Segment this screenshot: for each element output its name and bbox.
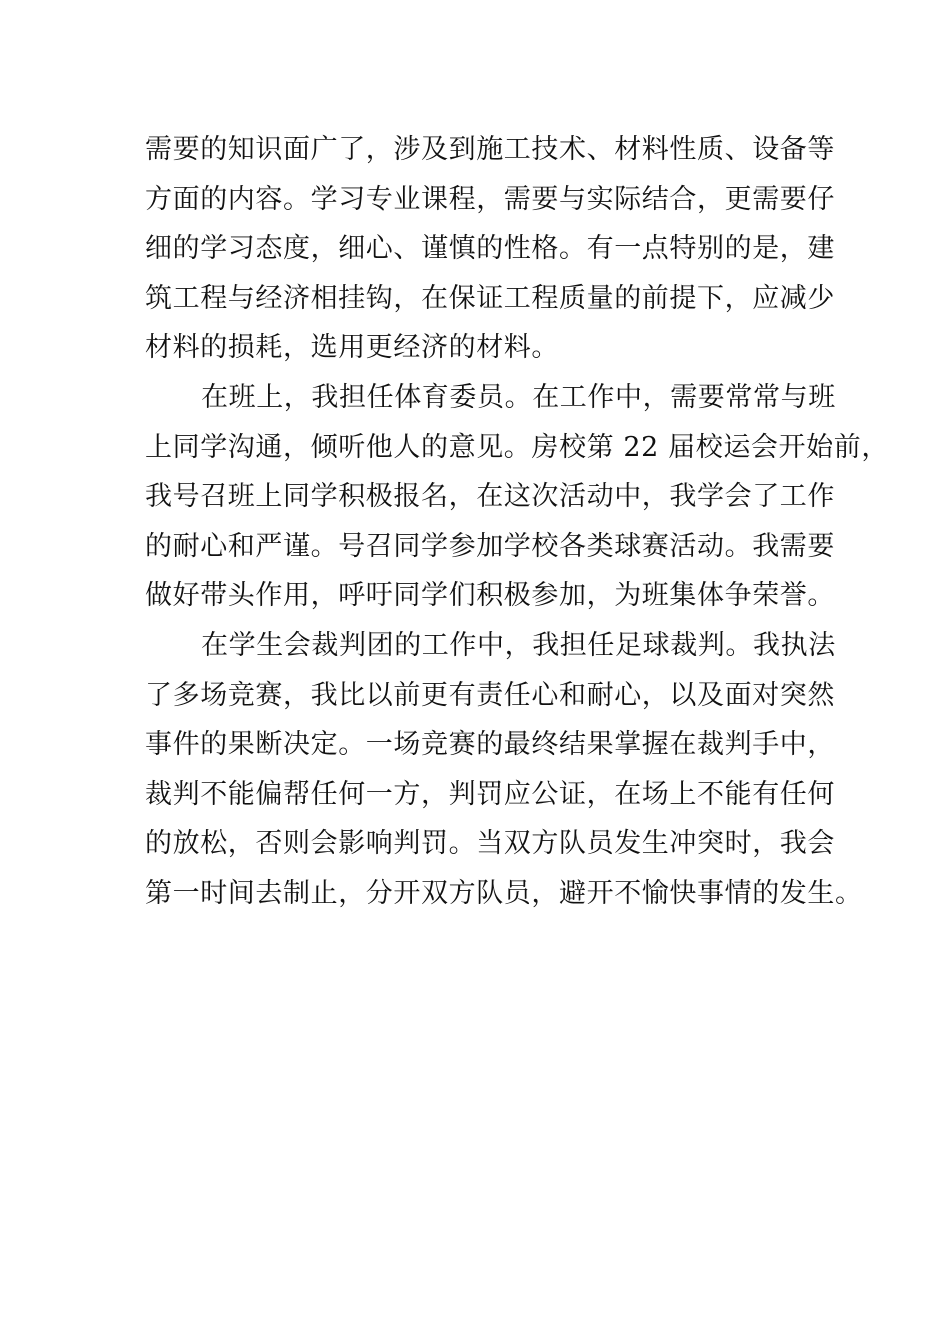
document-body <box>145 125 889 919</box>
text-line: 方面的内容。学习专业课程，需要与实际结合，更需要仔 <box>145 183 835 215</box>
text-line: 事件的果断决定。一场竞赛的最终结果掌握在裁判手中， <box>145 729 835 761</box>
text-line: 的放松，否则会影响判罚。当双方队员发生冲突时，我会 <box>145 828 835 860</box>
text-line: 在班上，我担任体育委员。在工作中，需要常常与班 <box>201 381 836 413</box>
text-line: 我号召班上同学积极报名，在这次活动中，我学会了工作 <box>145 481 835 513</box>
paragraph-class-role <box>145 373 889 621</box>
text-line: 上同学沟通，倾听他人的意见。房校第 22 届校运会开始前， <box>145 431 889 463</box>
text-line: 第一时间去制止，分开双方队员，避开不愉快事情的发生。 <box>145 877 863 909</box>
text-line: 裁判不能偏帮任何一方，判罚应公证，在场上不能有任何 <box>145 778 835 810</box>
text-line: 在学生会裁判团的工作中，我担任足球裁判。我执法 <box>201 629 836 661</box>
text-line: 筑工程与经济相挂钩，在保证工程质量的前提下，应减少 <box>145 282 835 314</box>
text-line: 的耐心和严谨。号召同学参加学校各类球赛活动。我需要 <box>145 530 835 562</box>
text-line: 材料的损耗，选用更经济的材料。 <box>145 332 559 364</box>
paragraph-referee <box>145 621 863 919</box>
paragraph-study <box>145 125 835 373</box>
text-line: 需要的知识面广了，涉及到施工技术、材料性质、设备等 <box>145 134 835 165</box>
text-line: 了多场竞赛，我比以前更有责任心和耐心，以及面对突然 <box>145 679 835 711</box>
text-line: 细的学习态度，细心、谨慎的性格。有一点特别的是，建 <box>145 233 835 265</box>
text-line: 做好带头作用，呼吁同学们积极参加，为班集体争荣誉。 <box>145 580 835 612</box>
